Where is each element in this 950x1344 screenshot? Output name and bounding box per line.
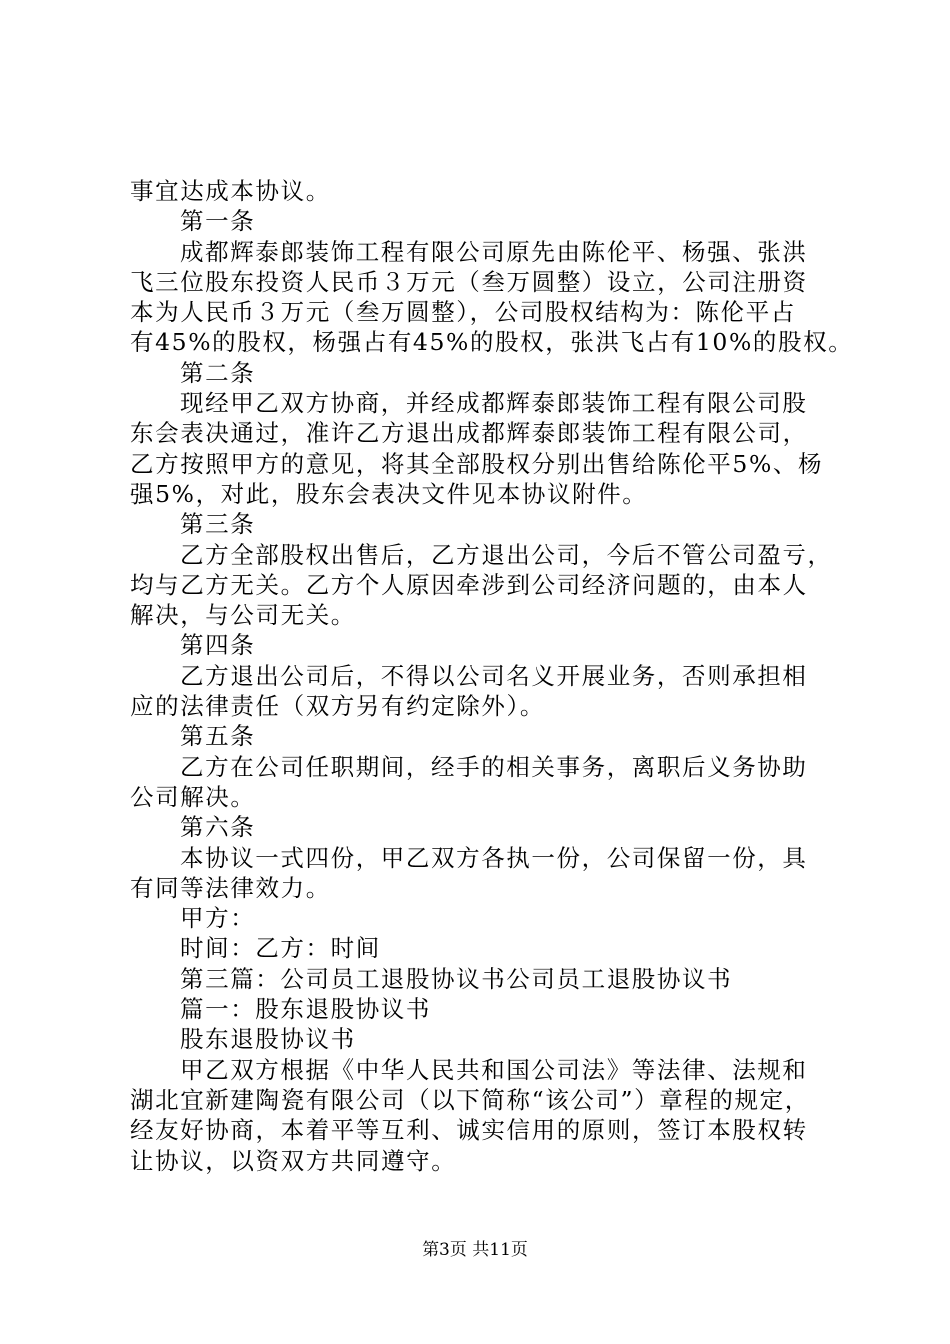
text-line: 飞三位股东投资人民币３万元（叁万圆整）设立，公司注册资 [130, 267, 808, 296]
text-line: 第六条 [180, 813, 256, 842]
text-line: 有同等法律效力。 [130, 873, 331, 902]
text-line: 经友好协商，本着平等互利、诚实信用的原则，签订本股权转 [130, 1116, 808, 1145]
text-line: 公司解决。 [130, 782, 256, 811]
text-line: 第二条 [180, 358, 256, 387]
text-line: 股东退股协议书 [180, 1025, 356, 1054]
text-line: 第一条 [180, 207, 256, 236]
text-line: 第五条 [180, 722, 256, 751]
text-line: 应的法律责任（双方另有约定除外）。 [130, 692, 545, 721]
text-line: 甲乙双方根据《中华人民共和国公司法》等法律、法规和 [180, 1055, 808, 1084]
text-line: 时间：乙方：时间 [180, 934, 381, 963]
text-line: 乙方按照甲方的意见，将其全部股权分别出售给陈伦平5%、杨 [130, 449, 824, 478]
page-footer [0, 1240, 950, 1260]
text-line: 第三条 [180, 510, 256, 539]
text-line: 均与乙方无关。乙方个人原因牵涉到公司经济问题的，由本人 [130, 570, 808, 599]
text-line: 让协议，以资双方共同遵守。 [130, 1146, 457, 1175]
document-body [130, 176, 854, 1176]
text-line: 成都辉泰郎装饰工程有限公司原先由陈伦平、杨强、张洪 [180, 237, 808, 266]
text-line: 现经甲乙双方协商，并经成都辉泰郎装饰工程有限公司股 [180, 389, 808, 418]
text-line: 事宜达成本协议。 [130, 177, 331, 205]
text-line: 篇一：股东退股协议书 [180, 995, 431, 1024]
text-line: 第三篇：公司员工退股协议书公司员工退股协议书 [180, 964, 733, 993]
text-line: 解决，与公司无关。 [130, 601, 356, 630]
text-line: 乙方在公司任职期间，经手的相关事务，离职后义务协助 [180, 752, 808, 781]
text-line: 本协议一式四份，甲乙双方各执一份，公司保留一份，具 [180, 843, 808, 872]
text-line: 本为人民币３万元（叁万圆整），公司股权结构为：陈伦平占 [130, 298, 796, 327]
text-line: 乙方全部股权出售后，乙方退出公司，今后不管公司盈亏， [180, 540, 833, 569]
text-line: 东会表决通过，准许乙方退出成都辉泰郎装饰工程有限公司， [130, 419, 808, 448]
text-line: 第四条 [180, 631, 256, 660]
text-line: 有45%的股权，杨强占有45%的股权，张洪飞占有10%的股权。 [130, 328, 854, 357]
text-line: 乙方退出公司后，不得以公司名义开展业务，否则承担相 [180, 661, 808, 690]
page-number-label: 第3页 共11页 [422, 1240, 528, 1260]
text-line: 湖北宜新建陶瓷有限公司（以下简称“该公司”）章程的规定， [130, 1085, 810, 1114]
text-line: 强5%，对此，股东会表决文件见本协议附件。 [130, 479, 648, 508]
text-line: 甲方： [180, 904, 256, 933]
